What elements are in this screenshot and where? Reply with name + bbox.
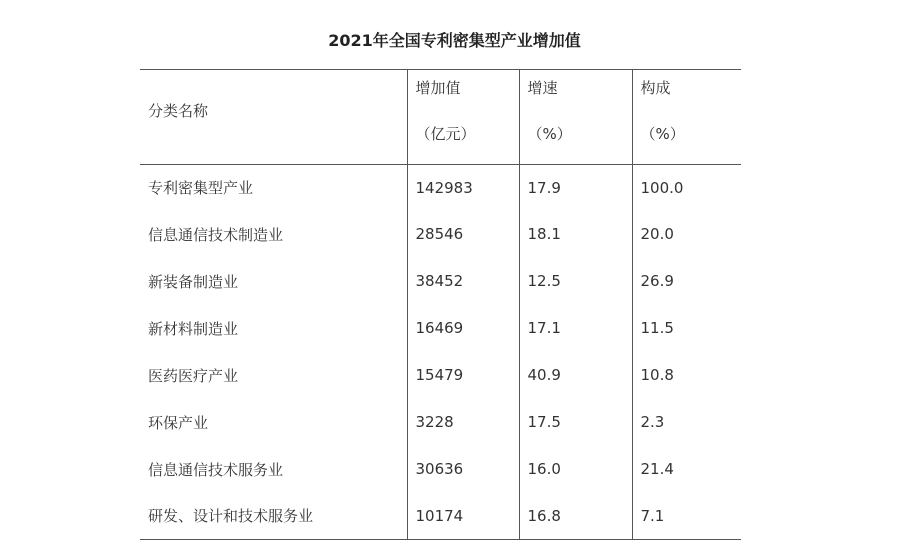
table-row [140, 399, 741, 446]
header-growth [519, 70, 632, 165]
row-growth: 12.5 [519, 258, 632, 305]
header-value-added-unit: （亿元） [415, 125, 476, 143]
row-value-added: 38452 [407, 258, 519, 305]
row-value-added: 3228 [407, 399, 519, 446]
row-name: 环保产业 [148, 413, 209, 432]
row-share: 21.4 [632, 446, 741, 493]
row-share: 20.0 [632, 211, 741, 258]
row-growth: 17.1 [519, 305, 632, 352]
data-table [140, 69, 741, 540]
row-growth: 16.0 [519, 446, 632, 493]
row-name: 信息通信技术服务业 [148, 460, 284, 479]
row-share: 100.0 [632, 165, 741, 211]
header-value-added-label: 增加值 [415, 79, 461, 97]
header-share [632, 70, 741, 165]
row-share: 26.9 [632, 258, 741, 305]
row-share: 7.1 [632, 493, 741, 540]
row-name: 研发、设计和技术服务业 [140, 493, 407, 540]
row-name: 新材料制造业 [148, 319, 239, 338]
row-growth: 16.8 [519, 493, 632, 540]
row-value-added: 15479 [407, 352, 519, 399]
header-category: 分类名称 [140, 70, 407, 165]
row-value-added: 16469 [407, 305, 519, 352]
row-name: 信息通信技术制造业 [148, 225, 284, 244]
table-row [140, 493, 741, 540]
row-value-added: 142983 [407, 165, 519, 211]
table-row [140, 165, 741, 211]
header-growth-label: 增速 [527, 79, 558, 97]
row-share: 10.8 [632, 352, 741, 399]
table-row [140, 446, 741, 493]
row-growth: 17.5 [519, 399, 632, 446]
table-row [140, 352, 741, 399]
row-name: 专利密集型产业 [148, 179, 254, 198]
row-growth: 18.1 [519, 211, 632, 258]
row-value-added: 10174 [407, 493, 519, 540]
row-name: 新装备制造业 [148, 272, 239, 291]
header-growth-unit: （%） [527, 125, 572, 143]
row-growth: 17.9 [519, 165, 632, 211]
table-row [140, 305, 741, 352]
header-value-added [407, 70, 519, 165]
header-share-label: 构成 [640, 79, 671, 97]
row-share: 11.5 [632, 305, 741, 352]
row-value-added: 28546 [407, 211, 519, 258]
table-header-row [140, 70, 741, 165]
row-name: 医药医疗产业 [148, 366, 239, 385]
page-title: 2021年全国专利密集型产业增加值 [328, 31, 581, 50]
table-row [140, 258, 741, 305]
row-growth: 40.9 [519, 352, 632, 399]
row-value-added: 30636 [407, 446, 519, 493]
header-share-unit: （%） [640, 125, 685, 143]
table-row [140, 211, 741, 258]
row-share: 2.3 [632, 399, 741, 446]
